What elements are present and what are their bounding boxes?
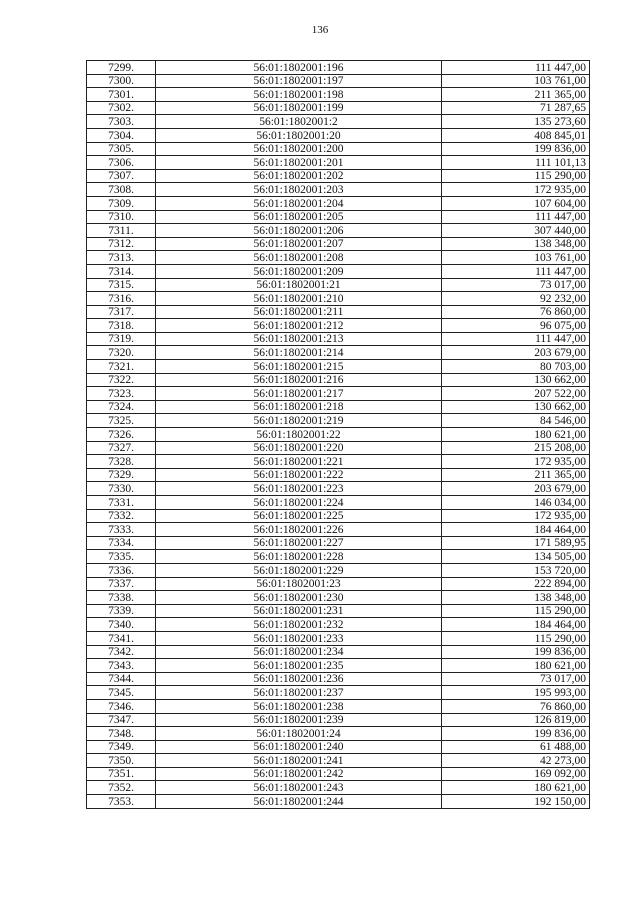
cadastral-number-cell: 56:01:1802001:244 bbox=[156, 795, 442, 809]
cadastral-value-cell: 180 621,00 bbox=[442, 428, 590, 442]
table-row bbox=[87, 183, 590, 197]
cadastral-value-cell: 76 860,00 bbox=[442, 699, 590, 713]
cadastral-number-cell: 56:01:1802001:205 bbox=[156, 210, 442, 224]
cadastral-value-cell: 103 761,00 bbox=[442, 251, 590, 265]
cadastral-value-cell: 111 447,00 bbox=[442, 61, 590, 75]
cadastral-value-cell: 171 589,95 bbox=[442, 536, 590, 550]
cadastral-value-cell: 126 819,00 bbox=[442, 713, 590, 727]
cadastral-number-cell: 56:01:1802001:237 bbox=[156, 686, 442, 700]
row-number-cell: 7318. bbox=[87, 319, 156, 333]
table-row bbox=[87, 536, 590, 550]
table-row bbox=[87, 781, 590, 795]
table-row bbox=[87, 373, 590, 387]
cadastral-value-cell: 61 488,00 bbox=[442, 740, 590, 754]
cadastral-value-cell: 215 208,00 bbox=[442, 441, 590, 455]
cadastral-value-cell: 180 621,00 bbox=[442, 659, 590, 673]
cadastral-value-cell: 203 679,00 bbox=[442, 482, 590, 496]
row-number-cell: 7327. bbox=[87, 441, 156, 455]
table-row bbox=[87, 387, 590, 401]
row-number-cell: 7331. bbox=[87, 496, 156, 510]
cadastral-value-cell: 138 348,00 bbox=[442, 237, 590, 251]
table-row bbox=[87, 468, 590, 482]
row-number-cell: 7310. bbox=[87, 210, 156, 224]
cadastral-value-cell: 130 662,00 bbox=[442, 373, 590, 387]
table-row bbox=[87, 156, 590, 170]
cadastral-value-cell: 153 720,00 bbox=[442, 563, 590, 577]
cadastral-number-cell: 56:01:1802001:226 bbox=[156, 523, 442, 537]
cadastral-value-cell: 172 935,00 bbox=[442, 455, 590, 469]
cadastral-value-cell: 111 447,00 bbox=[442, 210, 590, 224]
row-number-cell: 7343. bbox=[87, 659, 156, 673]
cadastral-value-cell: 207 522,00 bbox=[442, 387, 590, 401]
cadastral-number-cell: 56:01:1802001:219 bbox=[156, 414, 442, 428]
table-row bbox=[87, 237, 590, 251]
row-number-cell: 7325. bbox=[87, 414, 156, 428]
cadastral-number-cell: 56:01:1802001:24 bbox=[156, 727, 442, 741]
row-number-cell: 7322. bbox=[87, 373, 156, 387]
cadastral-value-cell: 73 017,00 bbox=[442, 278, 590, 292]
cadastral-value-cell: 115 290,00 bbox=[442, 604, 590, 618]
row-number-cell: 7345. bbox=[87, 686, 156, 700]
row-number-cell: 7304. bbox=[87, 128, 156, 142]
row-number-cell: 7353. bbox=[87, 795, 156, 809]
cadastral-number-cell: 56:01:1802001:212 bbox=[156, 319, 442, 333]
cadastral-value-cell: 184 464,00 bbox=[442, 523, 590, 537]
table-row bbox=[87, 400, 590, 414]
cadastral-number-cell: 56:01:1802001:210 bbox=[156, 292, 442, 306]
row-number-cell: 7302. bbox=[87, 101, 156, 115]
row-number-cell: 7336. bbox=[87, 563, 156, 577]
cadastral-number-cell: 56:01:1802001:208 bbox=[156, 251, 442, 265]
table-row bbox=[87, 604, 590, 618]
cadastral-number-cell: 56:01:1802001:213 bbox=[156, 332, 442, 346]
row-number-cell: 7308. bbox=[87, 183, 156, 197]
cadastral-number-cell: 56:01:1802001:243 bbox=[156, 781, 442, 795]
row-number-cell: 7303. bbox=[87, 115, 156, 129]
cadastral-value-cell: 130 662,00 bbox=[442, 400, 590, 414]
table-row bbox=[87, 196, 590, 210]
cadastral-value-cell: 172 935,00 bbox=[442, 509, 590, 523]
cadastral-number-cell: 56:01:1802001:215 bbox=[156, 360, 442, 374]
cadastral-value-cell: 42 273,00 bbox=[442, 754, 590, 768]
cadastral-number-cell: 56:01:1802001:211 bbox=[156, 305, 442, 319]
table-row bbox=[87, 496, 590, 510]
table-row bbox=[87, 88, 590, 102]
row-number-cell: 7335. bbox=[87, 550, 156, 564]
cadastral-value-cell: 180 621,00 bbox=[442, 781, 590, 795]
cadastral-value-cell: 107 604,00 bbox=[442, 196, 590, 210]
cadastral-value-cell: 172 935,00 bbox=[442, 183, 590, 197]
cadastral-value-cell: 169 092,00 bbox=[442, 767, 590, 781]
cadastral-number-cell: 56:01:1802001:229 bbox=[156, 563, 442, 577]
cadastral-number-cell: 56:01:1802001:21 bbox=[156, 278, 442, 292]
cadastral-number-cell: 56:01:1802001:2 bbox=[156, 115, 442, 129]
row-number-cell: 7300. bbox=[87, 74, 156, 88]
cadastral-number-cell: 56:01:1802001:235 bbox=[156, 659, 442, 673]
cadastral-number-cell: 56:01:1802001:207 bbox=[156, 237, 442, 251]
row-number-cell: 7316. bbox=[87, 292, 156, 306]
cadastral-number-cell: 56:01:1802001:242 bbox=[156, 767, 442, 781]
row-number-cell: 7306. bbox=[87, 156, 156, 170]
cadastral-number-cell: 56:01:1802001:220 bbox=[156, 441, 442, 455]
cadastral-number-cell: 56:01:1802001:202 bbox=[156, 169, 442, 183]
row-number-cell: 7334. bbox=[87, 536, 156, 550]
table-row bbox=[87, 591, 590, 605]
row-number-cell: 7352. bbox=[87, 781, 156, 795]
cadastral-number-cell: 56:01:1802001:221 bbox=[156, 455, 442, 469]
table-row bbox=[87, 795, 590, 809]
cadastral-number-cell: 56:01:1802001:238 bbox=[156, 699, 442, 713]
cadastral-value-cell: 111 447,00 bbox=[442, 264, 590, 278]
cadastral-number-cell: 56:01:1802001:196 bbox=[156, 61, 442, 75]
cadastral-value-cell: 111 447,00 bbox=[442, 332, 590, 346]
cadastral-value-cell: 135 273,60 bbox=[442, 115, 590, 129]
row-number-cell: 7342. bbox=[87, 645, 156, 659]
table-row bbox=[87, 455, 590, 469]
cadastral-number-cell: 56:01:1802001:209 bbox=[156, 264, 442, 278]
cadastral-number-cell: 56:01:1802001:239 bbox=[156, 713, 442, 727]
cadastral-value-cell: 199 836,00 bbox=[442, 645, 590, 659]
cadastral-number-cell: 56:01:1802001:240 bbox=[156, 740, 442, 754]
row-number-cell: 7338. bbox=[87, 591, 156, 605]
table-row bbox=[87, 278, 590, 292]
table-row bbox=[87, 360, 590, 374]
cadastral-number-cell: 56:01:1802001:201 bbox=[156, 156, 442, 170]
row-number-cell: 7348. bbox=[87, 727, 156, 741]
row-number-cell: 7312. bbox=[87, 237, 156, 251]
table-row bbox=[87, 754, 590, 768]
cadastral-value-cell: 134 505,00 bbox=[442, 550, 590, 564]
cadastral-value-cell: 203 679,00 bbox=[442, 346, 590, 360]
cadastral-value-cell: 111 101,13 bbox=[442, 156, 590, 170]
cadastral-number-cell: 56:01:1802001:206 bbox=[156, 224, 442, 238]
table-row bbox=[87, 509, 590, 523]
table-row bbox=[87, 713, 590, 727]
row-number-cell: 7319. bbox=[87, 332, 156, 346]
table-row bbox=[87, 319, 590, 333]
cadastral-number-cell: 56:01:1802001:231 bbox=[156, 604, 442, 618]
row-number-cell: 7351. bbox=[87, 767, 156, 781]
table-row bbox=[87, 61, 590, 75]
row-number-cell: 7301. bbox=[87, 88, 156, 102]
row-number-cell: 7313. bbox=[87, 251, 156, 265]
table-row bbox=[87, 563, 590, 577]
table-row bbox=[87, 699, 590, 713]
cadastral-number-cell: 56:01:1802001:23 bbox=[156, 577, 442, 591]
cadastral-number-cell: 56:01:1802001:200 bbox=[156, 142, 442, 156]
row-number-cell: 7326. bbox=[87, 428, 156, 442]
table-row bbox=[87, 441, 590, 455]
row-number-cell: 7309. bbox=[87, 196, 156, 210]
cadastral-value-cell: 195 993,00 bbox=[442, 686, 590, 700]
cadastral-value-cell: 138 348,00 bbox=[442, 591, 590, 605]
cadastral-number-cell: 56:01:1802001:228 bbox=[156, 550, 442, 564]
row-number-cell: 7323. bbox=[87, 387, 156, 401]
table-row bbox=[87, 672, 590, 686]
cadastral-number-cell: 56:01:1802001:234 bbox=[156, 645, 442, 659]
table-row bbox=[87, 101, 590, 115]
row-number-cell: 7339. bbox=[87, 604, 156, 618]
table-row bbox=[87, 414, 590, 428]
table-row bbox=[87, 210, 590, 224]
table-row bbox=[87, 550, 590, 564]
cadastral-value-cell: 192 150,00 bbox=[442, 795, 590, 809]
cadastral-number-cell: 56:01:1802001:227 bbox=[156, 536, 442, 550]
table-row bbox=[87, 74, 590, 88]
table-row bbox=[87, 251, 590, 265]
table-row bbox=[87, 727, 590, 741]
cadastral-number-cell: 56:01:1802001:214 bbox=[156, 346, 442, 360]
cadastral-value-cell: 115 290,00 bbox=[442, 631, 590, 645]
cadastral-value-cell: 408 845,01 bbox=[442, 128, 590, 142]
table-row bbox=[87, 292, 590, 306]
row-number-cell: 7315. bbox=[87, 278, 156, 292]
table-row bbox=[87, 645, 590, 659]
table-row bbox=[87, 224, 590, 238]
row-number-cell: 7314. bbox=[87, 264, 156, 278]
cadastral-number-cell: 56:01:1802001:230 bbox=[156, 591, 442, 605]
row-number-cell: 7346. bbox=[87, 699, 156, 713]
table-row bbox=[87, 523, 590, 537]
table-row bbox=[87, 264, 590, 278]
row-number-cell: 7328. bbox=[87, 455, 156, 469]
cadastral-value-table bbox=[86, 60, 590, 809]
row-number-cell: 7320. bbox=[87, 346, 156, 360]
cadastral-number-cell: 56:01:1802001:197 bbox=[156, 74, 442, 88]
row-number-cell: 7317. bbox=[87, 305, 156, 319]
cadastral-value-cell: 73 017,00 bbox=[442, 672, 590, 686]
table-row bbox=[87, 740, 590, 754]
table-row bbox=[87, 767, 590, 781]
cadastral-value-cell: 92 232,00 bbox=[442, 292, 590, 306]
cadastral-number-cell: 56:01:1802001:204 bbox=[156, 196, 442, 210]
cadastral-value-cell: 184 464,00 bbox=[442, 618, 590, 632]
cadastral-number-cell: 56:01:1802001:198 bbox=[156, 88, 442, 102]
page-number: 136 bbox=[311, 24, 329, 36]
cadastral-number-cell: 56:01:1802001:218 bbox=[156, 400, 442, 414]
table-row bbox=[87, 169, 590, 183]
table-row bbox=[87, 659, 590, 673]
cadastral-number-cell: 56:01:1802001:199 bbox=[156, 101, 442, 115]
row-number-cell: 7337. bbox=[87, 577, 156, 591]
cadastral-value-cell: 103 761,00 bbox=[442, 74, 590, 88]
table-row bbox=[87, 631, 590, 645]
row-number-cell: 7333. bbox=[87, 523, 156, 537]
table-row bbox=[87, 115, 590, 129]
table-row bbox=[87, 686, 590, 700]
table-row bbox=[87, 346, 590, 360]
row-number-cell: 7340. bbox=[87, 618, 156, 632]
row-number-cell: 7344. bbox=[87, 672, 156, 686]
row-number-cell: 7349. bbox=[87, 740, 156, 754]
cadastral-number-cell: 56:01:1802001:225 bbox=[156, 509, 442, 523]
cadastral-value-cell: 211 365,00 bbox=[442, 468, 590, 482]
row-number-cell: 7305. bbox=[87, 142, 156, 156]
cadastral-value-cell: 96 075,00 bbox=[442, 319, 590, 333]
row-number-cell: 7329. bbox=[87, 468, 156, 482]
cadastral-value-cell: 84 546,00 bbox=[442, 414, 590, 428]
cadastral-value-cell: 115 290,00 bbox=[442, 169, 590, 183]
row-number-cell: 7347. bbox=[87, 713, 156, 727]
table-body bbox=[87, 61, 590, 809]
row-number-cell: 7321. bbox=[87, 360, 156, 374]
row-number-cell: 7311. bbox=[87, 224, 156, 238]
row-number-cell: 7330. bbox=[87, 482, 156, 496]
cadastral-value-cell: 76 860,00 bbox=[442, 305, 590, 319]
table-row bbox=[87, 482, 590, 496]
table-row bbox=[87, 128, 590, 142]
table-row bbox=[87, 428, 590, 442]
cadastral-number-cell: 56:01:1802001:203 bbox=[156, 183, 442, 197]
cadastral-number-cell: 56:01:1802001:217 bbox=[156, 387, 442, 401]
cadastral-value-cell: 146 034,00 bbox=[442, 496, 590, 510]
row-number-cell: 7324. bbox=[87, 400, 156, 414]
table-row bbox=[87, 332, 590, 346]
row-number-cell: 7341. bbox=[87, 631, 156, 645]
table-row bbox=[87, 305, 590, 319]
cadastral-number-cell: 56:01:1802001:241 bbox=[156, 754, 442, 768]
cadastral-value-cell: 222 894,00 bbox=[442, 577, 590, 591]
cadastral-number-cell: 56:01:1802001:216 bbox=[156, 373, 442, 387]
row-number-cell: 7332. bbox=[87, 509, 156, 523]
cadastral-value-cell: 199 836,00 bbox=[442, 142, 590, 156]
row-number-cell: 7350. bbox=[87, 754, 156, 768]
cadastral-value-cell: 307 440,00 bbox=[442, 224, 590, 238]
cadastral-number-cell: 56:01:1802001:22 bbox=[156, 428, 442, 442]
cadastral-number-cell: 56:01:1802001:20 bbox=[156, 128, 442, 142]
table-row bbox=[87, 142, 590, 156]
row-number-cell: 7307. bbox=[87, 169, 156, 183]
cadastral-number-cell: 56:01:1802001:232 bbox=[156, 618, 442, 632]
cadastral-number-cell: 56:01:1802001:236 bbox=[156, 672, 442, 686]
cadastral-value-cell: 80 703,00 bbox=[442, 360, 590, 374]
row-number-cell: 7299. bbox=[87, 61, 156, 75]
table-row bbox=[87, 618, 590, 632]
cadastral-value-cell: 199 836,00 bbox=[442, 727, 590, 741]
cadastral-number-cell: 56:01:1802001:222 bbox=[156, 468, 442, 482]
cadastral-number-cell: 56:01:1802001:223 bbox=[156, 482, 442, 496]
cadastral-number-cell: 56:01:1802001:233 bbox=[156, 631, 442, 645]
cadastral-number-cell: 56:01:1802001:224 bbox=[156, 496, 442, 510]
table-row bbox=[87, 577, 590, 591]
cadastral-value-cell: 211 365,00 bbox=[442, 88, 590, 102]
cadastral-value-cell: 71 287,65 bbox=[442, 101, 590, 115]
